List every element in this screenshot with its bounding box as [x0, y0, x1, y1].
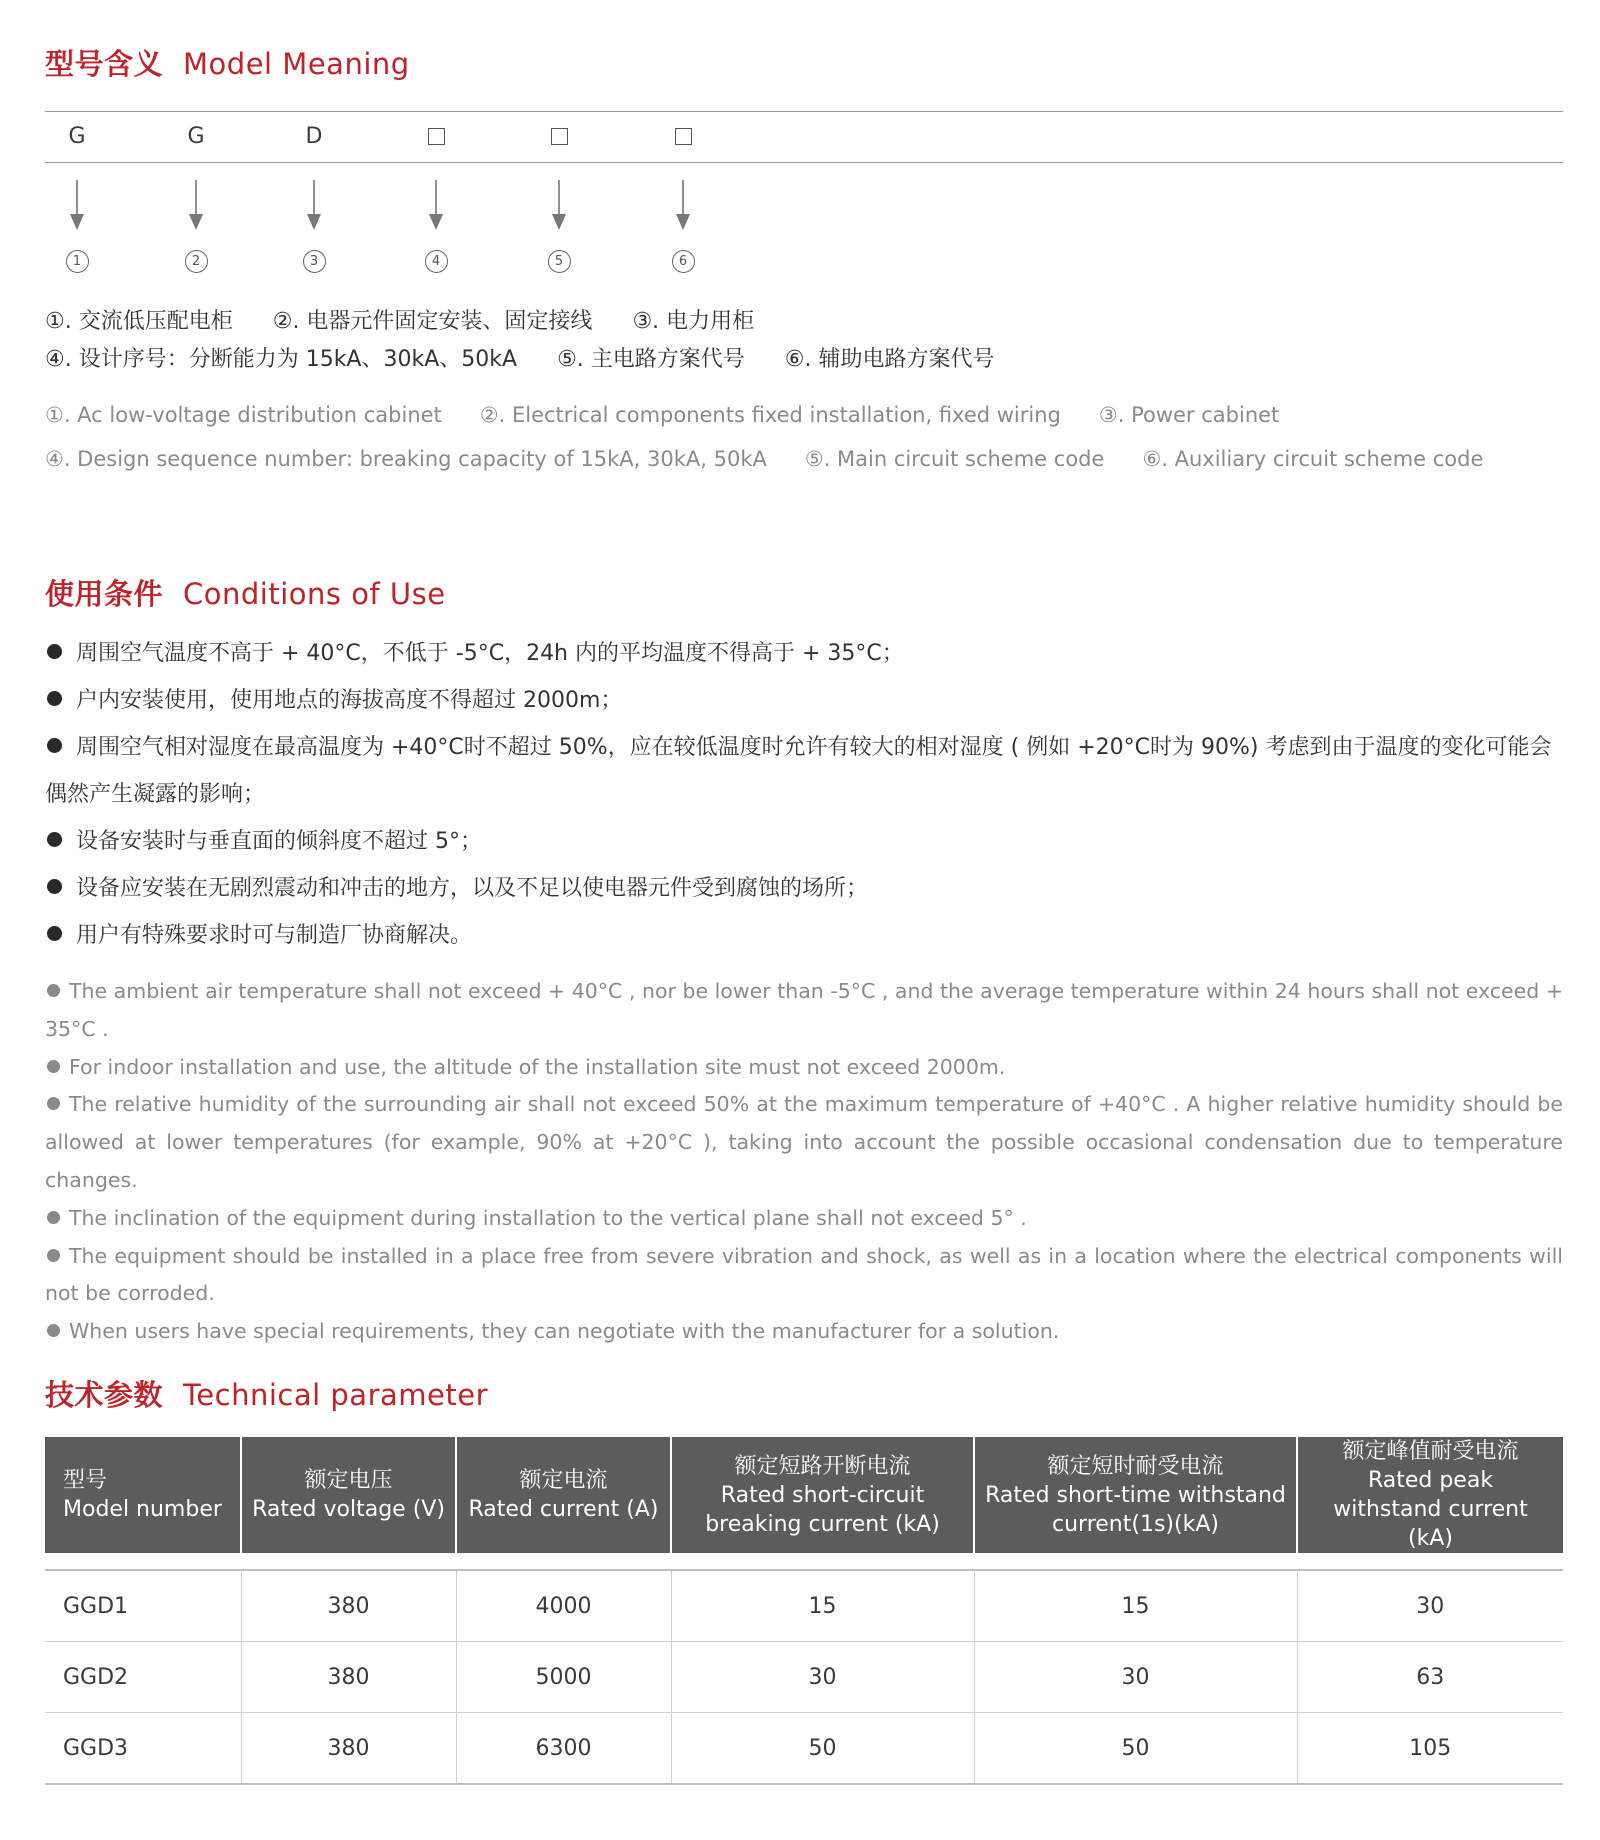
column-header-peak-current: 额定峰值耐受电流 Rated peak withstand current (kA) — [1297, 1437, 1563, 1553]
bullet-icon — [47, 738, 62, 753]
bullet-icon — [47, 691, 62, 706]
column-header-model: 型号 Model number — [45, 1437, 241, 1553]
list-item: The relative humidity of the surrounding air shall not exceed 50% at the maximum temperature of +40°C . A higher relative humidity should be allowed at lower temperatures (for example, 90% at +20°C ), taking into account the possible occasional condensation due to temperature changes. — [45, 1092, 1563, 1192]
list-item: The equipment should be installed in a place free from severe vibration and shock, as well as in a location where the electrical components will not be corroded. — [45, 1243, 1563, 1306]
legend-item: ⑤. 主电路方案代号 — [557, 347, 745, 372]
circled-number-3: 3 — [294, 246, 334, 273]
conditions-en-list — [45, 973, 1563, 1351]
cell-current: 5000 — [456, 1642, 671, 1713]
cell-current: 4000 — [456, 1570, 671, 1642]
legend-item: ⑥. Auxiliary circuit scheme code — [1142, 447, 1484, 471]
cell-peak: 63 — [1297, 1642, 1563, 1713]
cell-breaking: 15 — [671, 1570, 974, 1642]
bullet-icon — [47, 1324, 60, 1337]
cell-peak: 105 — [1297, 1713, 1563, 1785]
technical-title-en: Technical parameter — [183, 1378, 488, 1412]
table-row — [45, 1570, 1563, 1642]
legend-item: ②. Electrical components fixed installation, fixed wiring — [479, 403, 1061, 427]
list-item: When users have special requirements, they can negotiate with the manufacturer for a solution. — [45, 1313, 1563, 1351]
circled-number-6: 6 — [663, 246, 703, 273]
bullet-icon — [47, 1211, 60, 1224]
legend-en-row-1 — [45, 403, 1317, 427]
legend-item: ⑤. Main circuit scheme code — [804, 447, 1105, 471]
table-row — [45, 1713, 1563, 1785]
technical-title — [45, 1373, 488, 1414]
circled-number-4: 4 — [416, 246, 456, 273]
model-meaning-title — [45, 42, 410, 83]
bullet-icon — [47, 1097, 60, 1110]
cell-model: GGD2 — [45, 1642, 241, 1713]
circled-number-1: 1 — [57, 246, 97, 273]
column-header-current: 额定电流 Rated current (A) — [456, 1437, 671, 1553]
conditions-cn-list — [45, 630, 1563, 959]
cell-voltage: 380 — [241, 1642, 456, 1713]
code-box-4 — [416, 124, 456, 151]
code-box-6 — [663, 124, 703, 151]
arrow-down-icon — [416, 180, 456, 232]
cell-withstand: 30 — [974, 1642, 1297, 1713]
placeholder-box-icon — [428, 128, 445, 145]
circled-number-2: 2 — [176, 246, 216, 273]
conditions-title-en: Conditions of Use — [183, 577, 446, 611]
technical-parameter-table — [45, 1437, 1563, 1785]
cell-voltage: 380 — [241, 1713, 456, 1785]
table-row — [45, 1642, 1563, 1713]
list-item: 周围空气温度不高于 + 40°C，不低于 -5°C，24h 内的平均温度不得高于 + 35°C； — [45, 630, 1563, 677]
cell-voltage: 380 — [241, 1570, 456, 1642]
list-item: The ambient air temperature shall not exceed + 40°C , nor be lower than -5°C , and the average temperature within 24 hours shall not exceed + 35°C . — [45, 979, 1563, 1041]
list-item: 周围空气相对湿度在最高温度为 +40°C时不超过 50%，应在较低温度时允许有较大的相对湿度 ( 例如 +20°C时为 90%) 考虑到由于温度的变化可能会偶然产生凝露的影响； — [45, 735, 1552, 807]
code-top-rule — [45, 111, 1563, 112]
legend-item: ③. 电力用柜 — [632, 309, 755, 334]
placeholder-box-icon — [675, 128, 692, 145]
legend-item: ⑥. 辅助电路方案代号 — [784, 347, 995, 372]
arrow-down-icon — [539, 180, 579, 232]
cell-breaking: 50 — [671, 1713, 974, 1785]
list-item: 设备安装时与垂直面的倾斜度不超过 5°； — [45, 818, 1563, 865]
code-letter-2: G — [187, 124, 205, 149]
code-box-5 — [539, 124, 579, 151]
legend-cn-row-2 — [45, 342, 1035, 373]
arrow-down-icon — [57, 180, 97, 232]
cell-current: 6300 — [456, 1713, 671, 1785]
conditions-title — [45, 572, 446, 613]
column-header-breaking-current: 额定短路开断电流 Rated short-circuit breaking current (kA) — [671, 1437, 974, 1553]
bullet-icon — [47, 1249, 60, 1262]
list-item: 用户有特殊要求时可与制造厂协商解决。 — [45, 912, 1563, 959]
cell-breaking: 30 — [671, 1642, 974, 1713]
column-header-withstand-current: 额定短时耐受电流 Rated short-time withstand current(1s)(kA) — [974, 1437, 1297, 1553]
bullet-icon — [47, 926, 62, 941]
code-bottom-rule — [45, 162, 1563, 163]
legend-item: ②. 电器元件固定安装、固定接线 — [272, 309, 593, 334]
placeholder-box-icon — [551, 128, 568, 145]
bullet-icon — [47, 984, 60, 997]
legend-item: ③. Power cabinet — [1098, 403, 1280, 427]
model-meaning-title-en: Model Meaning — [183, 47, 410, 81]
legend-cn-row-1 — [45, 304, 794, 335]
table-header-row — [45, 1437, 1563, 1553]
conditions-title-cn: 使用条件 — [45, 577, 164, 611]
cell-model: GGD3 — [45, 1713, 241, 1785]
list-item: The inclination of the equipment during installation to the vertical plane shall not exceed 5° . — [45, 1200, 1563, 1238]
list-item: 设备应安装在无剧烈震动和冲击的地方，以及不足以使电器元件受到腐蚀的场所； — [45, 865, 1563, 912]
cell-peak: 30 — [1297, 1570, 1563, 1642]
arrow-down-icon — [663, 180, 703, 232]
technical-title-cn: 技术参数 — [45, 1378, 164, 1412]
bullet-icon — [47, 879, 62, 894]
legend-item: ④. Design sequence number: breaking capacity of 15kA, 30kA, 50kA — [45, 447, 767, 471]
arrow-down-icon — [294, 180, 334, 232]
arrow-down-icon — [176, 180, 216, 232]
column-header-voltage: 额定电压 Rated voltage (V) — [241, 1437, 456, 1553]
bullet-icon — [47, 644, 62, 659]
legend-en-row-2 — [45, 447, 1521, 471]
legend-item: ①. 交流低压配电柜 — [45, 309, 233, 334]
model-meaning-title-cn: 型号含义 — [45, 47, 164, 81]
code-letter-3: D — [305, 124, 323, 149]
circled-number-5: 5 — [539, 246, 579, 273]
bullet-icon — [47, 832, 62, 847]
legend-item: ①. Ac low-voltage distribution cabinet — [45, 403, 442, 427]
list-item: 户内安装使用，使用地点的海拔高度不得超过 2000m； — [45, 677, 1563, 724]
cell-model: GGD1 — [45, 1570, 241, 1642]
bullet-icon — [47, 1060, 60, 1073]
list-item: For indoor installation and use, the altitude of the installation site must not exceed 2000m. — [45, 1049, 1563, 1087]
legend-item: ④. 设计序号：分断能力为 15kA、30kA、50kA — [45, 347, 518, 372]
cell-withstand: 50 — [974, 1713, 1297, 1785]
code-letter-1: G — [68, 124, 86, 149]
cell-withstand: 15 — [974, 1570, 1297, 1642]
